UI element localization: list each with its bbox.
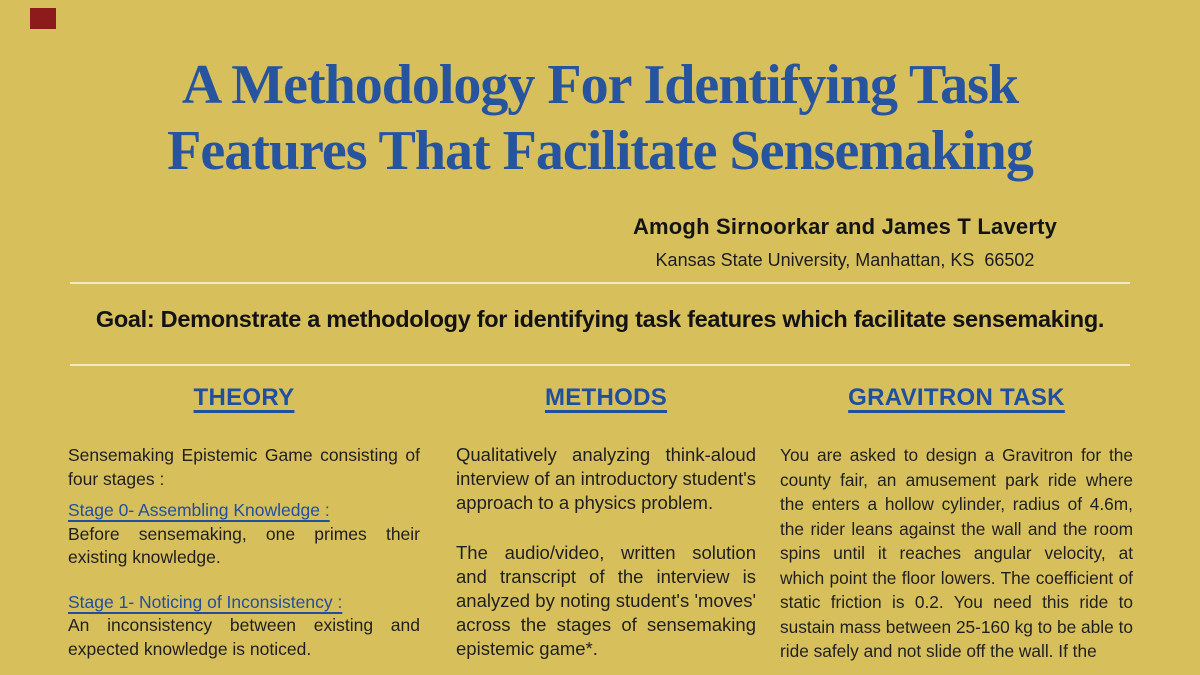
gravitron-task-column — [780, 380, 1133, 664]
divider-bottom — [70, 364, 1130, 366]
theory-intro: Sensemaking Epistemic Game consisting of four stages : — [68, 445, 420, 489]
corner-accent-square — [30, 8, 56, 29]
stage-0-block — [68, 499, 420, 570]
poster-title — [0, 52, 1200, 184]
stage-1-block — [68, 591, 420, 662]
methods-heading — [456, 384, 756, 412]
methods-paragraph-1: Qualitatively analyzing think-aloud interview of an introductory student's approach to a physics problem. — [456, 444, 756, 513]
affiliation: Kansas State University, Manhattan, KS 66502 — [655, 250, 1035, 270]
methods-heading-text: METHODS — [544, 384, 668, 411]
stage-1-link: Stage 1- Noticing of Inconsistency : — [68, 591, 343, 612]
gravitron-task-body — [780, 443, 1133, 664]
byline — [565, 214, 1125, 271]
stage-1-description: An inconsistency between existing and expected knowledge is noticed. — [68, 615, 420, 659]
gravitron-task-heading — [780, 384, 1133, 412]
methods-paragraph-2: The audio/video, written solution and transcript of the interview is analyzed by noting student's 'moves' across the stages of sensemaking epistemic game*. — [456, 542, 756, 659]
methods-column — [456, 380, 756, 661]
goal-statement: Goal: Demonstrate a methodology for identifying task features which facilitate sensemaking. — [95, 306, 1105, 332]
divider-top — [70, 282, 1130, 284]
gravitron-task-heading-text: GRAVITRON TASK — [848, 384, 1065, 411]
gravitron-task-paragraph: You are asked to design a Gravitron for the county fair, an amusement park ride where the enters a hollow cylinder, radius of 4.6m, the rider leans against the wall and the room spins until it reaches angular velocity, at which point the floor lowers. The coefficient of static friction is 0.2. You need this ride to sustain mass between 25-160 kg to be able to ride safely and not slide off the wall. If the — [780, 445, 1133, 661]
theory-heading-text: THEORY — [193, 384, 295, 411]
theory-body — [68, 444, 420, 661]
theory-column — [68, 380, 420, 661]
stage-0-description: Before sensemaking, one primes their existing knowledge. — [68, 523, 420, 567]
methods-body — [456, 443, 756, 661]
poster-title-line-1: A Methodology For Identifying Task — [181, 54, 1019, 116]
stage-0-link: Stage 0- Assembling Knowledge : — [68, 500, 330, 520]
theory-heading — [68, 384, 420, 412]
poster-title-line-2: Features That Facilitate Sensemaking — [167, 120, 1033, 182]
authors: Amogh Sirnoorkar and James T Laverty — [632, 214, 1058, 239]
